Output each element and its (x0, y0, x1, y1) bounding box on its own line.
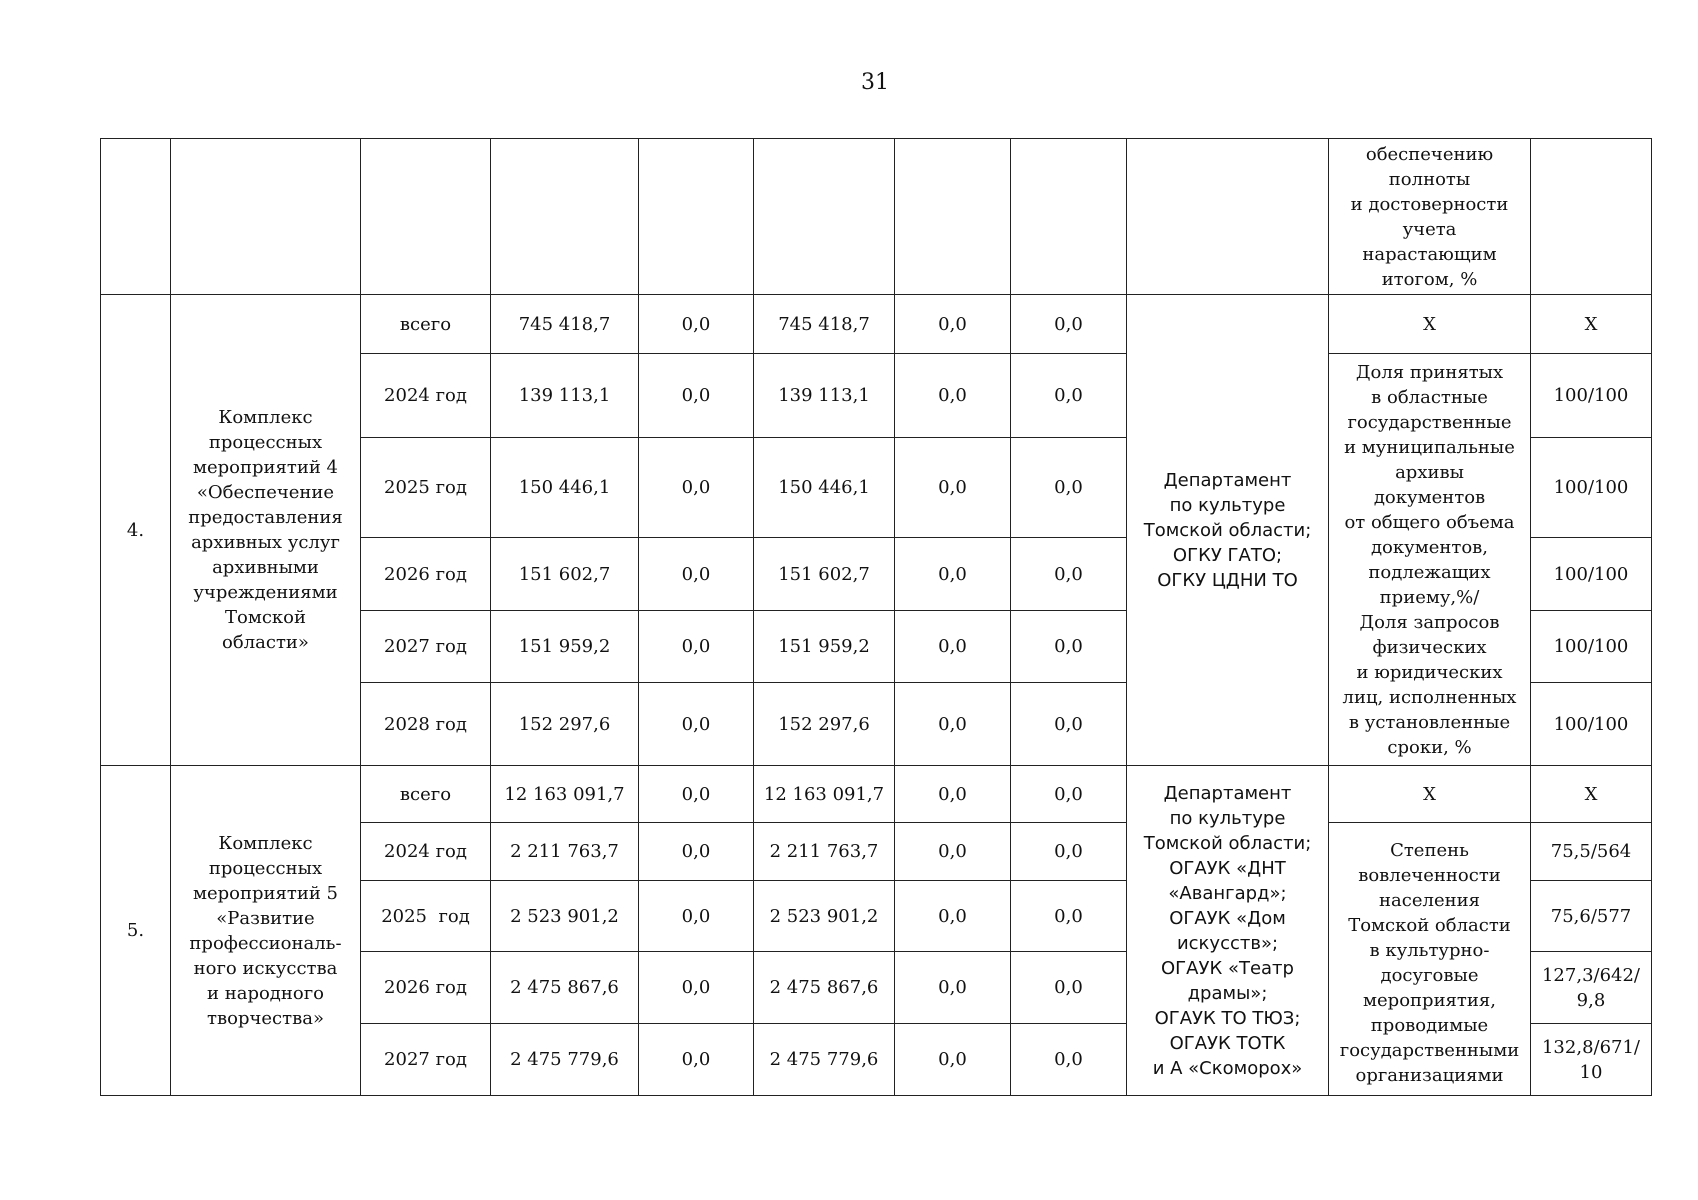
period-cell: 2028 год (361, 683, 491, 766)
target-value: 75,5/564 (1531, 823, 1652, 881)
amount-cell: 0,0 (639, 354, 754, 438)
period-cell: 2025 год (361, 881, 491, 952)
amount-cell: 0,0 (895, 952, 1011, 1024)
period-cell: 2025 год (361, 438, 491, 538)
amount-cell: 0,0 (895, 683, 1011, 766)
amount-cell: 2 211 763,7 (754, 823, 895, 881)
amount-cell: 0,0 (895, 295, 1011, 354)
amount-cell: 139 113,1 (754, 354, 895, 438)
empty-cell (754, 139, 895, 295)
total-amount: 2 523 901,2 (491, 881, 639, 952)
section-name: Комплекс процессных мероприятий 5 «Развитие профессиональ- ного искусства и народного творчества» (171, 766, 361, 1096)
period-cell: 2024 год (361, 823, 491, 881)
amount-cell: 0,0 (895, 354, 1011, 438)
total-amount: 2 211 763,7 (491, 823, 639, 881)
amount-cell: 0,0 (895, 438, 1011, 538)
amount-cell: 0,0 (639, 952, 754, 1024)
period-cell: 2026 год (361, 538, 491, 611)
executor-cell: Департамент по культуре Томской области; ОГАУК «ДНТ «Авангард»; ОГАУК «Дом искусств»; ОГАУК «Театр драмы»; ОГАУК ТО ТЮЗ; ОГАУК ТОТК и А «Скоморох» (1127, 766, 1329, 1096)
amount-cell: 0,0 (1011, 295, 1127, 354)
empty-cell (171, 139, 361, 295)
target-total-mark: X (1531, 766, 1652, 823)
amount-cell: 150 446,1 (754, 438, 895, 538)
target-value: 100/100 (1531, 438, 1652, 538)
amount-cell: 0,0 (639, 1024, 754, 1096)
amount-cell: 0,0 (895, 823, 1011, 881)
target-value: 100/100 (1531, 538, 1652, 611)
amount-cell: 152 297,6 (754, 683, 895, 766)
empty-cell (361, 139, 491, 295)
section-number: 5. (101, 766, 171, 1096)
total-amount: 2 475 779,6 (491, 1024, 639, 1096)
amount-cell: 0,0 (1011, 611, 1127, 683)
amount-cell: 151 959,2 (754, 611, 895, 683)
amount-cell: 0,0 (639, 823, 754, 881)
amount-cell: 0,0 (639, 683, 754, 766)
period-cell: 2026 год (361, 952, 491, 1024)
indicator-total-mark: X (1329, 766, 1531, 823)
page-number: 31 (861, 70, 889, 95)
section-5-total-row (101, 766, 1652, 823)
total-amount: 12 163 091,7 (491, 766, 639, 823)
section-4-total-row (101, 295, 1652, 354)
empty-cell (1011, 139, 1127, 295)
amount-cell: 0,0 (1011, 354, 1127, 438)
indicator-text: Степень вовлеченности населения Томской области в культурно- досуговые мероприятия, проводимые государственными организациями (1329, 823, 1531, 1096)
amount-cell: 0,0 (1011, 766, 1127, 823)
amount-cell: 0,0 (1011, 1024, 1127, 1096)
empty-cell (1531, 139, 1652, 295)
amount-cell: 0,0 (895, 538, 1011, 611)
period-cell: всего (361, 766, 491, 823)
period-cell: всего (361, 295, 491, 354)
executor-cell: Департамент по культуре Томской области; ОГКУ ГАТО; ОГКУ ЦДНИ ТО (1127, 295, 1329, 766)
amount-cell: 0,0 (895, 766, 1011, 823)
indicator-text: Доля принятых в областные государственные и муниципальные архивы документов от общего объема документов, подлежащих приему,%/ Доля запросов физических и юридических лиц, исполненных в установленные сроки, % (1329, 354, 1531, 766)
amount-cell: 0,0 (1011, 881, 1127, 952)
amount-cell: 0,0 (639, 438, 754, 538)
amount-cell: 0,0 (1011, 683, 1127, 766)
section-number: 4. (101, 295, 171, 766)
total-amount: 150 446,1 (491, 438, 639, 538)
target-value: 100/100 (1531, 611, 1652, 683)
continuation-row (101, 139, 1652, 295)
amount-cell: 151 602,7 (754, 538, 895, 611)
amount-cell: 0,0 (895, 1024, 1011, 1096)
total-amount: 152 297,6 (491, 683, 639, 766)
total-amount: 2 475 867,6 (491, 952, 639, 1024)
continuation-indicator-text: обеспечению полноты и достоверности учета нарастающим итогом, % (1329, 139, 1531, 295)
indicator-total-mark: X (1329, 295, 1531, 354)
amount-cell: 0,0 (1011, 952, 1127, 1024)
total-amount: 151 602,7 (491, 538, 639, 611)
amount-cell: 0,0 (639, 538, 754, 611)
total-amount: 745 418,7 (491, 295, 639, 354)
target-value: 127,3/642/ 9,8 (1531, 952, 1652, 1024)
empty-cell (639, 139, 754, 295)
amount-cell: 0,0 (639, 881, 754, 952)
period-cell: 2027 год (361, 611, 491, 683)
amount-cell: 0,0 (1011, 538, 1127, 611)
target-value: 100/100 (1531, 354, 1652, 438)
amount-cell: 0,0 (895, 881, 1011, 952)
period-cell: 2027 год (361, 1024, 491, 1096)
total-amount: 151 959,2 (491, 611, 639, 683)
amount-cell: 0,0 (1011, 823, 1127, 881)
amount-cell: 2 475 867,6 (754, 952, 895, 1024)
amount-cell: 0,0 (639, 611, 754, 683)
empty-cell (895, 139, 1011, 295)
amount-cell: 2 475 779,6 (754, 1024, 895, 1096)
target-total-mark: X (1531, 295, 1652, 354)
program-table (100, 138, 1652, 1096)
amount-cell: 0,0 (895, 611, 1011, 683)
amount-cell: 0,0 (639, 766, 754, 823)
amount-cell: 0,0 (1011, 438, 1127, 538)
empty-cell (491, 139, 639, 295)
period-cell: 2024 год (361, 354, 491, 438)
target-value: 100/100 (1531, 683, 1652, 766)
amount-cell: 2 523 901,2 (754, 881, 895, 952)
target-value: 75,6/577 (1531, 881, 1652, 952)
empty-cell (101, 139, 171, 295)
empty-cell (1127, 139, 1329, 295)
section-name: Комплекс процессных мероприятий 4 «Обеспечение предоставления архивных услуг архивными учреждениями Томской области» (171, 295, 361, 766)
amount-cell: 0,0 (639, 295, 754, 354)
amount-cell: 745 418,7 (754, 295, 895, 354)
total-amount: 139 113,1 (491, 354, 639, 438)
target-value: 132,8/671/ 10 (1531, 1024, 1652, 1096)
amount-cell: 12 163 091,7 (754, 766, 895, 823)
